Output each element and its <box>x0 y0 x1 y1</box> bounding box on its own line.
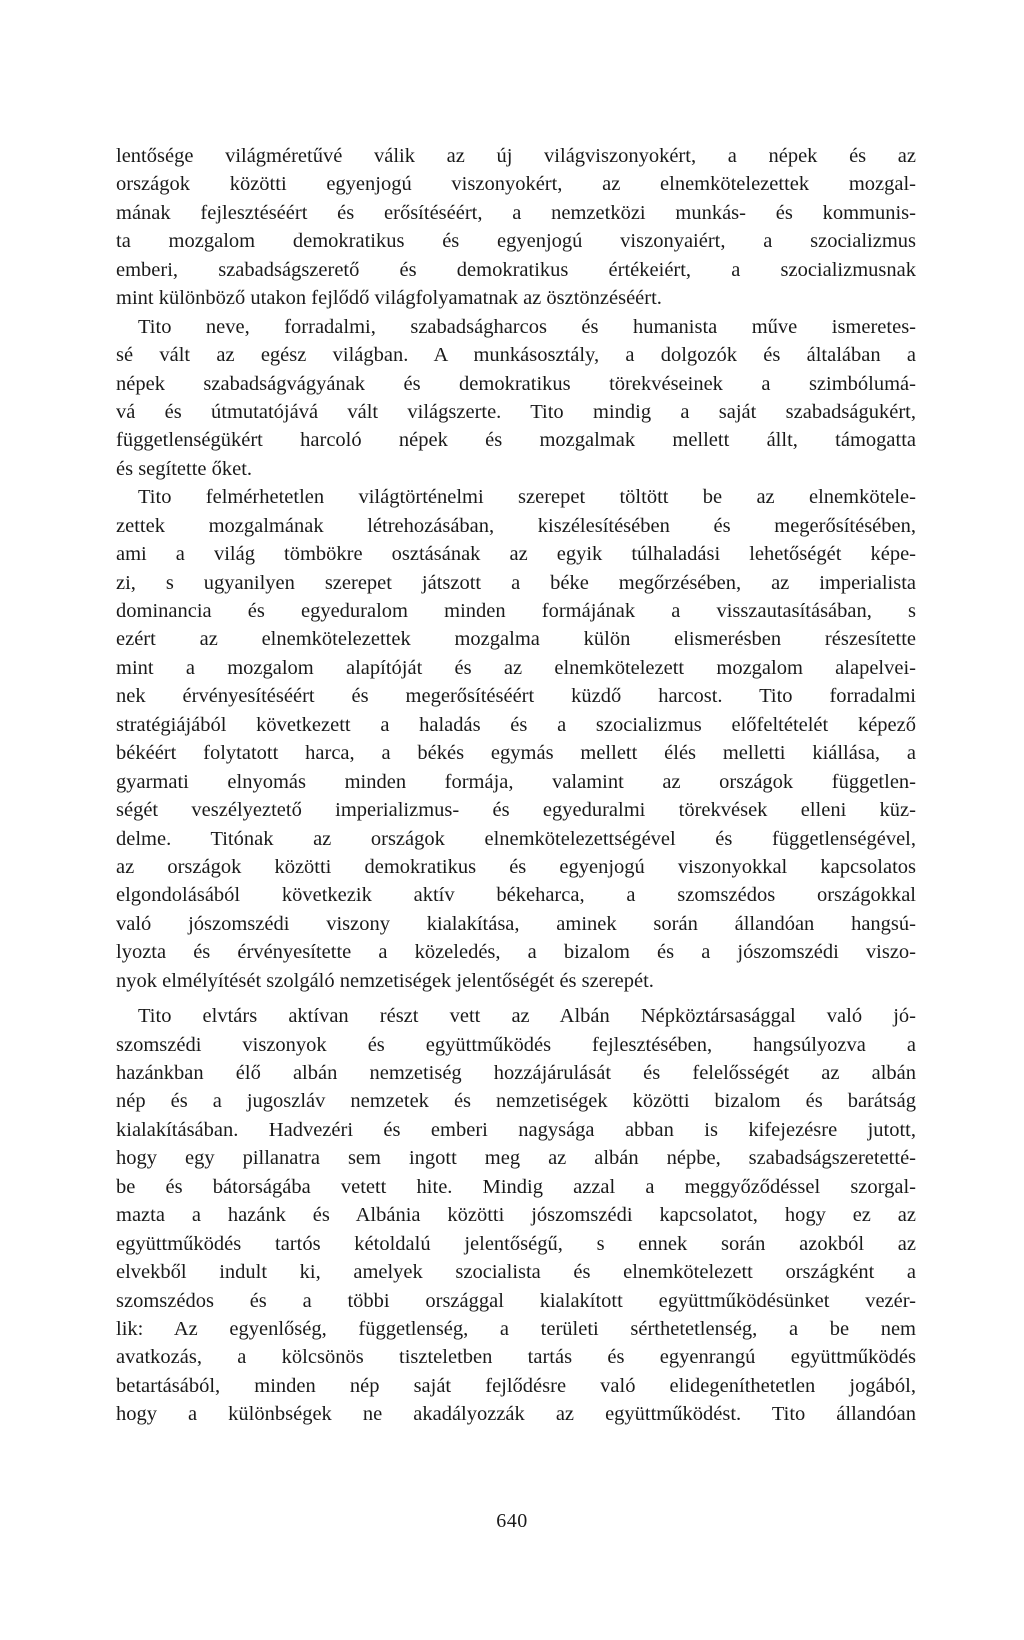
page-body <box>116 142 916 1429</box>
text-line: Tito felmérhetetlen világtörténelmi szerepet töltött be az elnemkötele- <box>138 486 916 509</box>
text-line: kialakításában. Hadvezéri és emberi nagysága abban is kifejezésre jutott, <box>116 1118 916 1141</box>
text-line: nek érvényesítéséért és megerősítéséért küzdő harcost. Tito forradalmi <box>116 685 916 708</box>
text-line: dominancia és egyeduralom minden formájának a visszautasításában, s <box>116 600 916 622</box>
text-line: ségét veszélyeztető imperializmus- és egyeduralmi törekvések elleni küz- <box>116 799 916 822</box>
paragraph <box>116 313 916 484</box>
text-line: mának fejlesztéséért és erősítéséért, a nemzetközi munkás- és kommunis- <box>116 201 916 224</box>
text-line: szomszédos és a többi országgal kialakított együttműködésünket vezér- <box>116 1289 916 1312</box>
text-line: avatkozás, a kölcsönös tiszteletben tartás és egyenrangú együttműködés <box>116 1346 916 1369</box>
text-line: és segítette őket. <box>116 457 253 480</box>
text-line: sé vált az egész világban. A munkásosztály, a dolgozók és általában a <box>116 344 916 367</box>
text-line: Tito neve, forradalmi, szabadságharcos és humanista műve ismeretes- <box>138 315 916 338</box>
text-line: az országok közötti demokratikus és egyenjogú viszonyokkal kapcsolatos <box>116 855 916 878</box>
text-line: országok közötti egyenjogú viszonyokért, az elnemkötelezettek mozgal- <box>116 173 916 196</box>
text-line: ezért az elnemkötelezettek mozgalma külön elismerésben részesítette <box>116 628 916 651</box>
text-line: hogy a különbségek ne akadályozzák az együttműködést. Tito állandóan <box>116 1403 916 1426</box>
text-line: mint a mozgalom alapítóját és az elnemkötelezett mozgalom alapelvei- <box>116 656 916 679</box>
text-line: ami a világ tömbökre osztásának az egyik túlhaladási lehetőségét képe- <box>116 543 916 566</box>
text-line: nyok elmélyítését szolgáló nemzetiségek jelentőségét és szerepét. <box>116 969 654 992</box>
text-line: szomszédi viszonyok és együttműködés fejlesztésében, hangsúlyozva a <box>116 1033 916 1056</box>
text-line: lentősége világméretűvé válik az új világviszonyokért, a népek és az <box>116 145 916 167</box>
text-line: függetlenségükért harcoló népek és mozgalmak mellett állt, támogatta <box>116 429 916 452</box>
text-line: mint különböző utakon fejlődő világfolyamatnak az ösztönzéséért. <box>116 287 662 310</box>
text-line: zi, s ugyanilyen szerepet játszott a béke megőrzésében, az imperialista <box>116 571 916 594</box>
paragraph <box>116 1002 916 1429</box>
text-line: békéért folytatott harca, a békés egymás mellett élés melletti kiállása, a <box>116 742 916 765</box>
text-line: stratégiájából következett a haladás és a szocializmus előfeltételét képező <box>116 713 916 736</box>
text-line: delme. Titónak az országok elnemkötelezettségével és függetlenségével, <box>116 827 916 850</box>
text-line: elgondolásából következik aktív békeharca, a szomszédos országokkal <box>116 884 916 907</box>
text-line: gyarmati elnyomás minden formája, valamint az országok független- <box>116 770 916 793</box>
text-line: betartásából, minden nép saját fejlődésre való elidegeníthetetlen jogából, <box>116 1374 916 1397</box>
text-line: hogy egy pillanatra sem ingott meg az albán népbe, szabadságszeretetté- <box>116 1147 916 1170</box>
paragraph <box>116 142 916 313</box>
page-number: 640 <box>496 1510 528 1532</box>
text-line: lik: Az egyenlőség, függetlenség, a területi sérthetetlenség, a be nem <box>116 1317 916 1340</box>
text-line: emberi, szabadságszerető és demokratikus értékeiért, a szocializmusnak <box>116 258 916 281</box>
text-line: hazánkban élő albán nemzetiség hozzájárulását és felelősségét az albán <box>116 1062 916 1084</box>
text-line: Tito elvtárs aktívan részt vett az Albán Népköztársasággal való jó- <box>138 1005 916 1028</box>
text-line: mazta a hazánk és Albánia közötti jószomszédi kapcsolatot, hogy ez az <box>116 1204 916 1227</box>
text-line: való jószomszédi viszony kialakítása, aminek során állandóan hangsú- <box>116 912 916 935</box>
text-line: vá és útmutatójává vált világszerte. Tito mindig a saját szabadságukért, <box>116 400 916 423</box>
text-line: nép és a jugoszláv nemzetek és nemzetiségek közötti bizalom és barátság <box>116 1090 916 1113</box>
text-line: be és bátorságába vetett hite. Mindig azzal a meggyőződéssel szorgal- <box>116 1175 916 1198</box>
text-line: népek szabadságvágyának és demokratikus törekvéseinek a szimbólumá- <box>116 372 916 395</box>
paragraph <box>116 483 916 995</box>
text-line: zettek mozgalmának létrehozásában, kiszélesítésében és megerősítésében, <box>116 514 916 537</box>
text-line: együttműködés tartós kétoldalú jelentőségű, s ennek során azokból az <box>116 1232 916 1255</box>
text-line: ta mozgalom demokratikus és egyenjogú viszonyaiért, a szocializmus <box>116 230 916 253</box>
text-line: elvekből indult ki, amelyek szocialista és elnemkötelezett országként a <box>116 1261 916 1284</box>
text-line: lyozta és érvényesítette a közeledés, a bizalom és a jószomszédi viszo- <box>116 941 916 964</box>
